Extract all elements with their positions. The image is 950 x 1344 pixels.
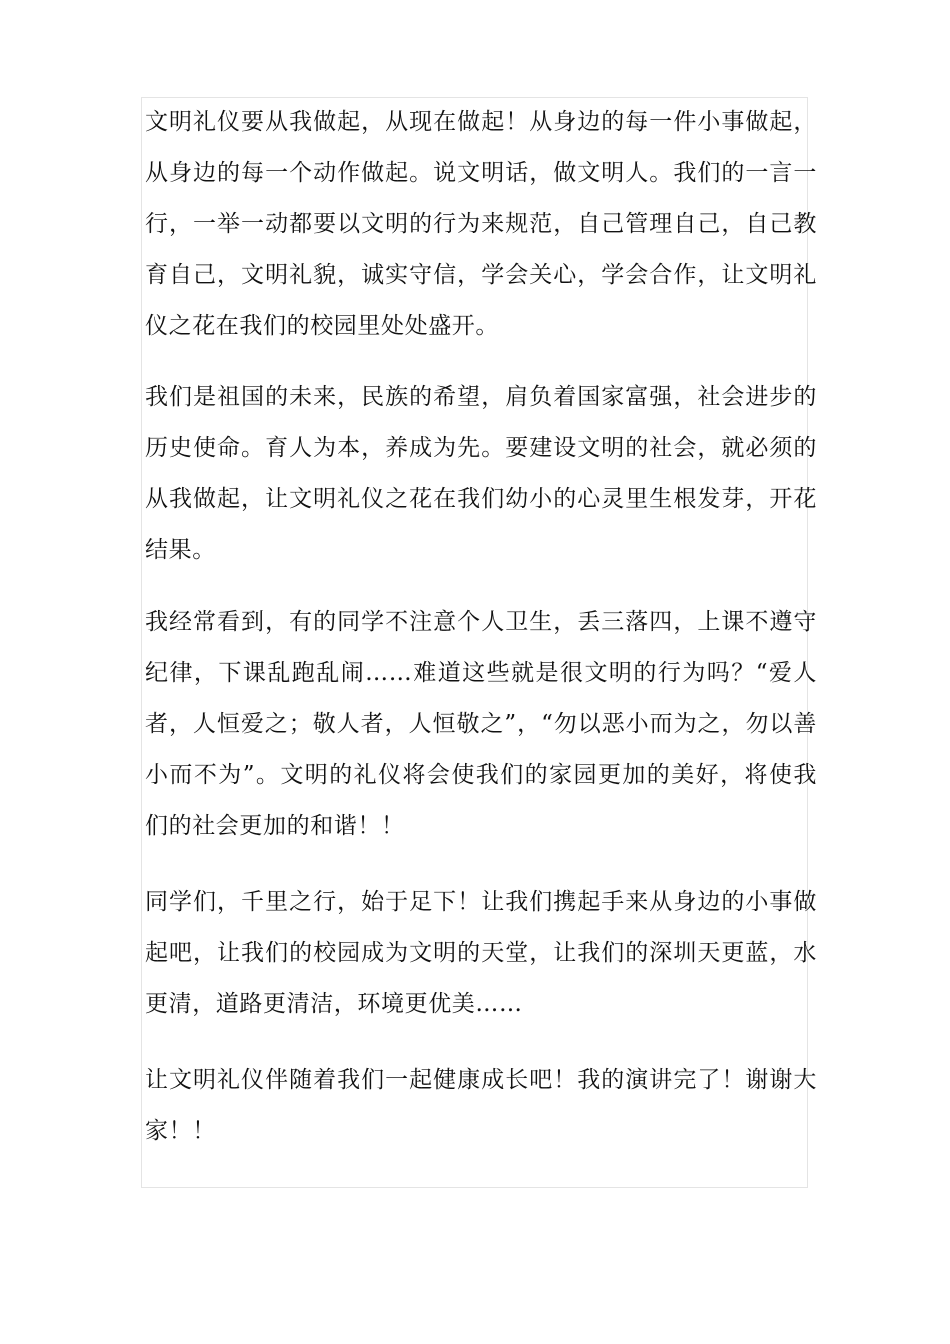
paragraph-3: 我经常看到，有的同学不注意个人卫生，丢三落四，上课不遵守纪律，下课乱跑乱闹……难道这些就是很文明的行为吗？“爱人者，人恒爱之；敬人者，人恒敬之”，“勿以恶小而为之，勿以善小而不为”。文明的礼仪将会使我们的家园更加的美好，将使我们的社会更加的和谐！！	[145, 609, 817, 839]
paragraph-2: 我们是祖国的未来，民族的希望，肩负着国家富强，社会进步的历史使命。育人为本，养成为先。要建设文明的社会，就必须的从我做起，让文明礼仪之花在我们幼小的心灵里生根发芽，开花结果。	[145, 384, 817, 563]
paragraph-1: 文明礼仪要从我做起，从现在做起！从身边的每一件小事做起，从身边的每一个动作做起。说文明话，做文明人。我们的一言一行，一举一动都要以文明的行为来规范，自己管理自己，自己教育自己，文明礼貌，诚实守信，学会关心，学会合作，让文明礼仪之花在我们的校园里处处盛开。	[145, 109, 817, 339]
paragraph-4: 同学们，千里之行，始于足下！让我们携起手来从身边的小事做起吧，让我们的校园成为文明的天堂，让我们的深圳天更蓝，水更清，道路更清洁，环境更优美……	[145, 889, 817, 1017]
paragraph-5: 让文明礼仪伴随着我们一起健康成长吧！我的演讲完了！谢谢大家！！	[145, 1067, 817, 1144]
